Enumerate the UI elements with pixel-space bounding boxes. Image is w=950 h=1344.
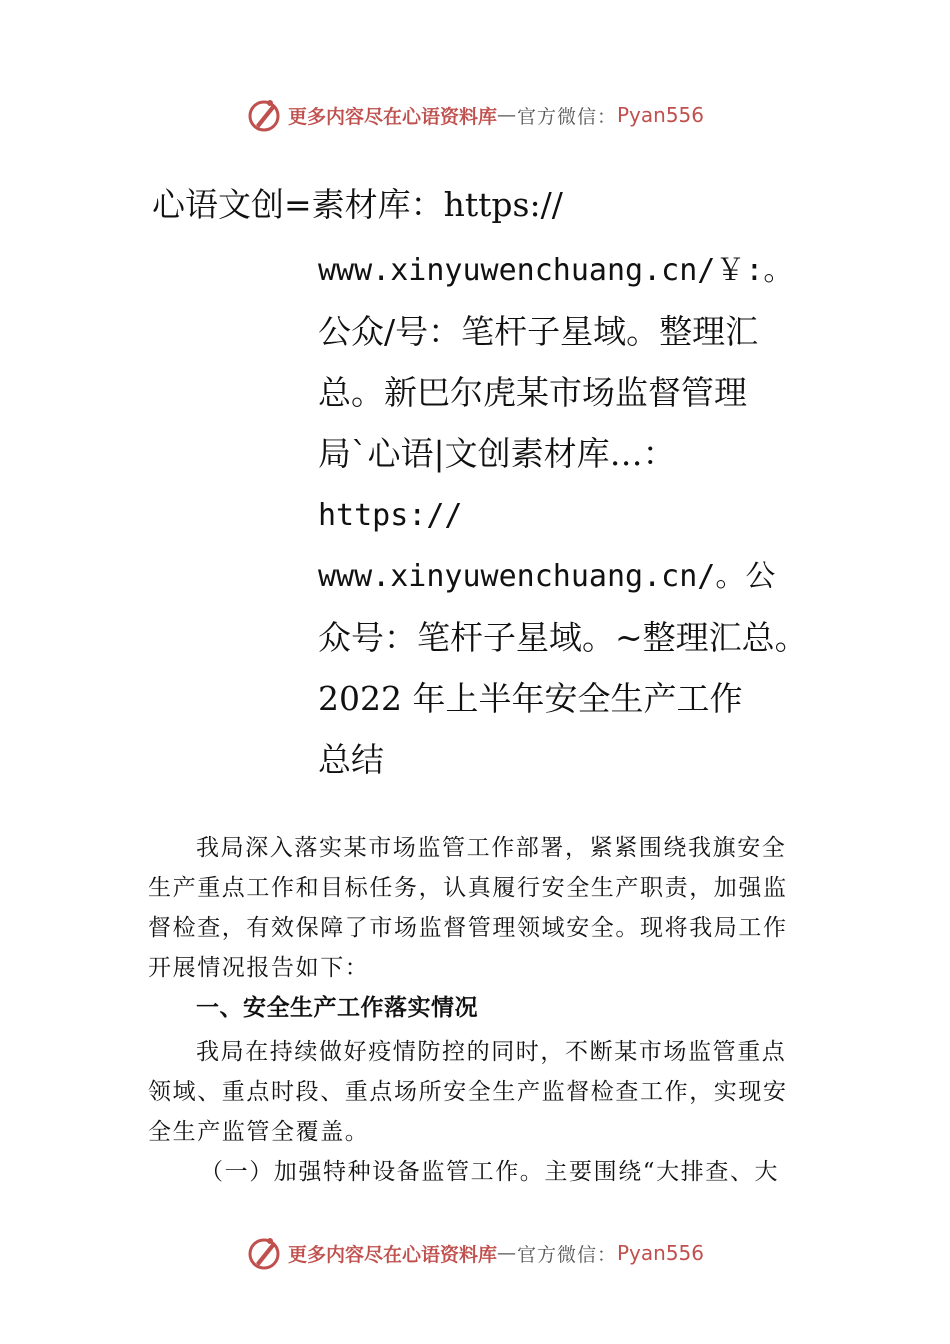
subsection-line: （一）加强特种设备监管工作。主要围绕“大排查、大 bbox=[200, 1159, 780, 1185]
title-line: https:// bbox=[318, 498, 463, 533]
body-line: 我局深入落实某市场监管工作部署，紧紧围绕我旗安全 bbox=[196, 835, 787, 861]
pen-logo-icon bbox=[246, 1235, 282, 1271]
footer-banner bbox=[0, 1233, 950, 1273]
section-heading: 一、安全生产工作落实情况 bbox=[196, 995, 478, 1021]
banner-wechat-label: 官方微信： bbox=[516, 1243, 617, 1266]
banner-wechat-id: Pyan556 bbox=[617, 1241, 705, 1265]
banner-dash: — bbox=[496, 104, 517, 126]
body-line: 督检查，有效保障了市场监督管理领域安全。现将我局工作 bbox=[148, 915, 788, 941]
title-line: 心语文创=素材库：https:// bbox=[152, 185, 563, 224]
body-line: 全生产监管全覆盖。 bbox=[148, 1119, 370, 1145]
header-banner bbox=[0, 95, 950, 135]
body-line: 领域、重点时段、重点场所安全生产监督检查工作，实现安 bbox=[148, 1079, 788, 1105]
banner-wechat-id: Pyan556 bbox=[617, 103, 705, 127]
pen-logo-icon bbox=[246, 97, 282, 133]
title-line: 2022 年上半年安全生产工作 bbox=[318, 679, 743, 718]
body-line: 我局在持续做好疫情防控的同时，不断某市场监管重点 bbox=[196, 1039, 787, 1065]
title-line: 众号：笔杆子星域。~整理汇总。 bbox=[318, 618, 808, 657]
title-line: 局`心语|文创素材库…： bbox=[318, 434, 676, 473]
title-line: 总结 bbox=[318, 740, 384, 779]
banner-promo-text: 更多内容尽在心语资料库 bbox=[287, 1243, 497, 1266]
body-line: 开展情况报告如下： bbox=[148, 955, 370, 981]
banner-dash: — bbox=[496, 1242, 517, 1264]
title-line: 公众/号：笔杆子星域。整理汇 bbox=[318, 312, 759, 351]
title-line: 总。新巴尔虎某市场监督管理 bbox=[318, 373, 747, 412]
title-line: www.xinyuwenchuang.cn/￥:。 bbox=[318, 253, 794, 288]
title-line: www.xinyuwenchuang.cn/。公 bbox=[318, 559, 776, 594]
body-line: 生产重点工作和目标任务，认真履行安全生产职责，加强监 bbox=[148, 875, 788, 901]
banner-wechat-label: 官方微信： bbox=[516, 105, 617, 128]
banner-promo-text: 更多内容尽在心语资料库 bbox=[287, 105, 497, 128]
